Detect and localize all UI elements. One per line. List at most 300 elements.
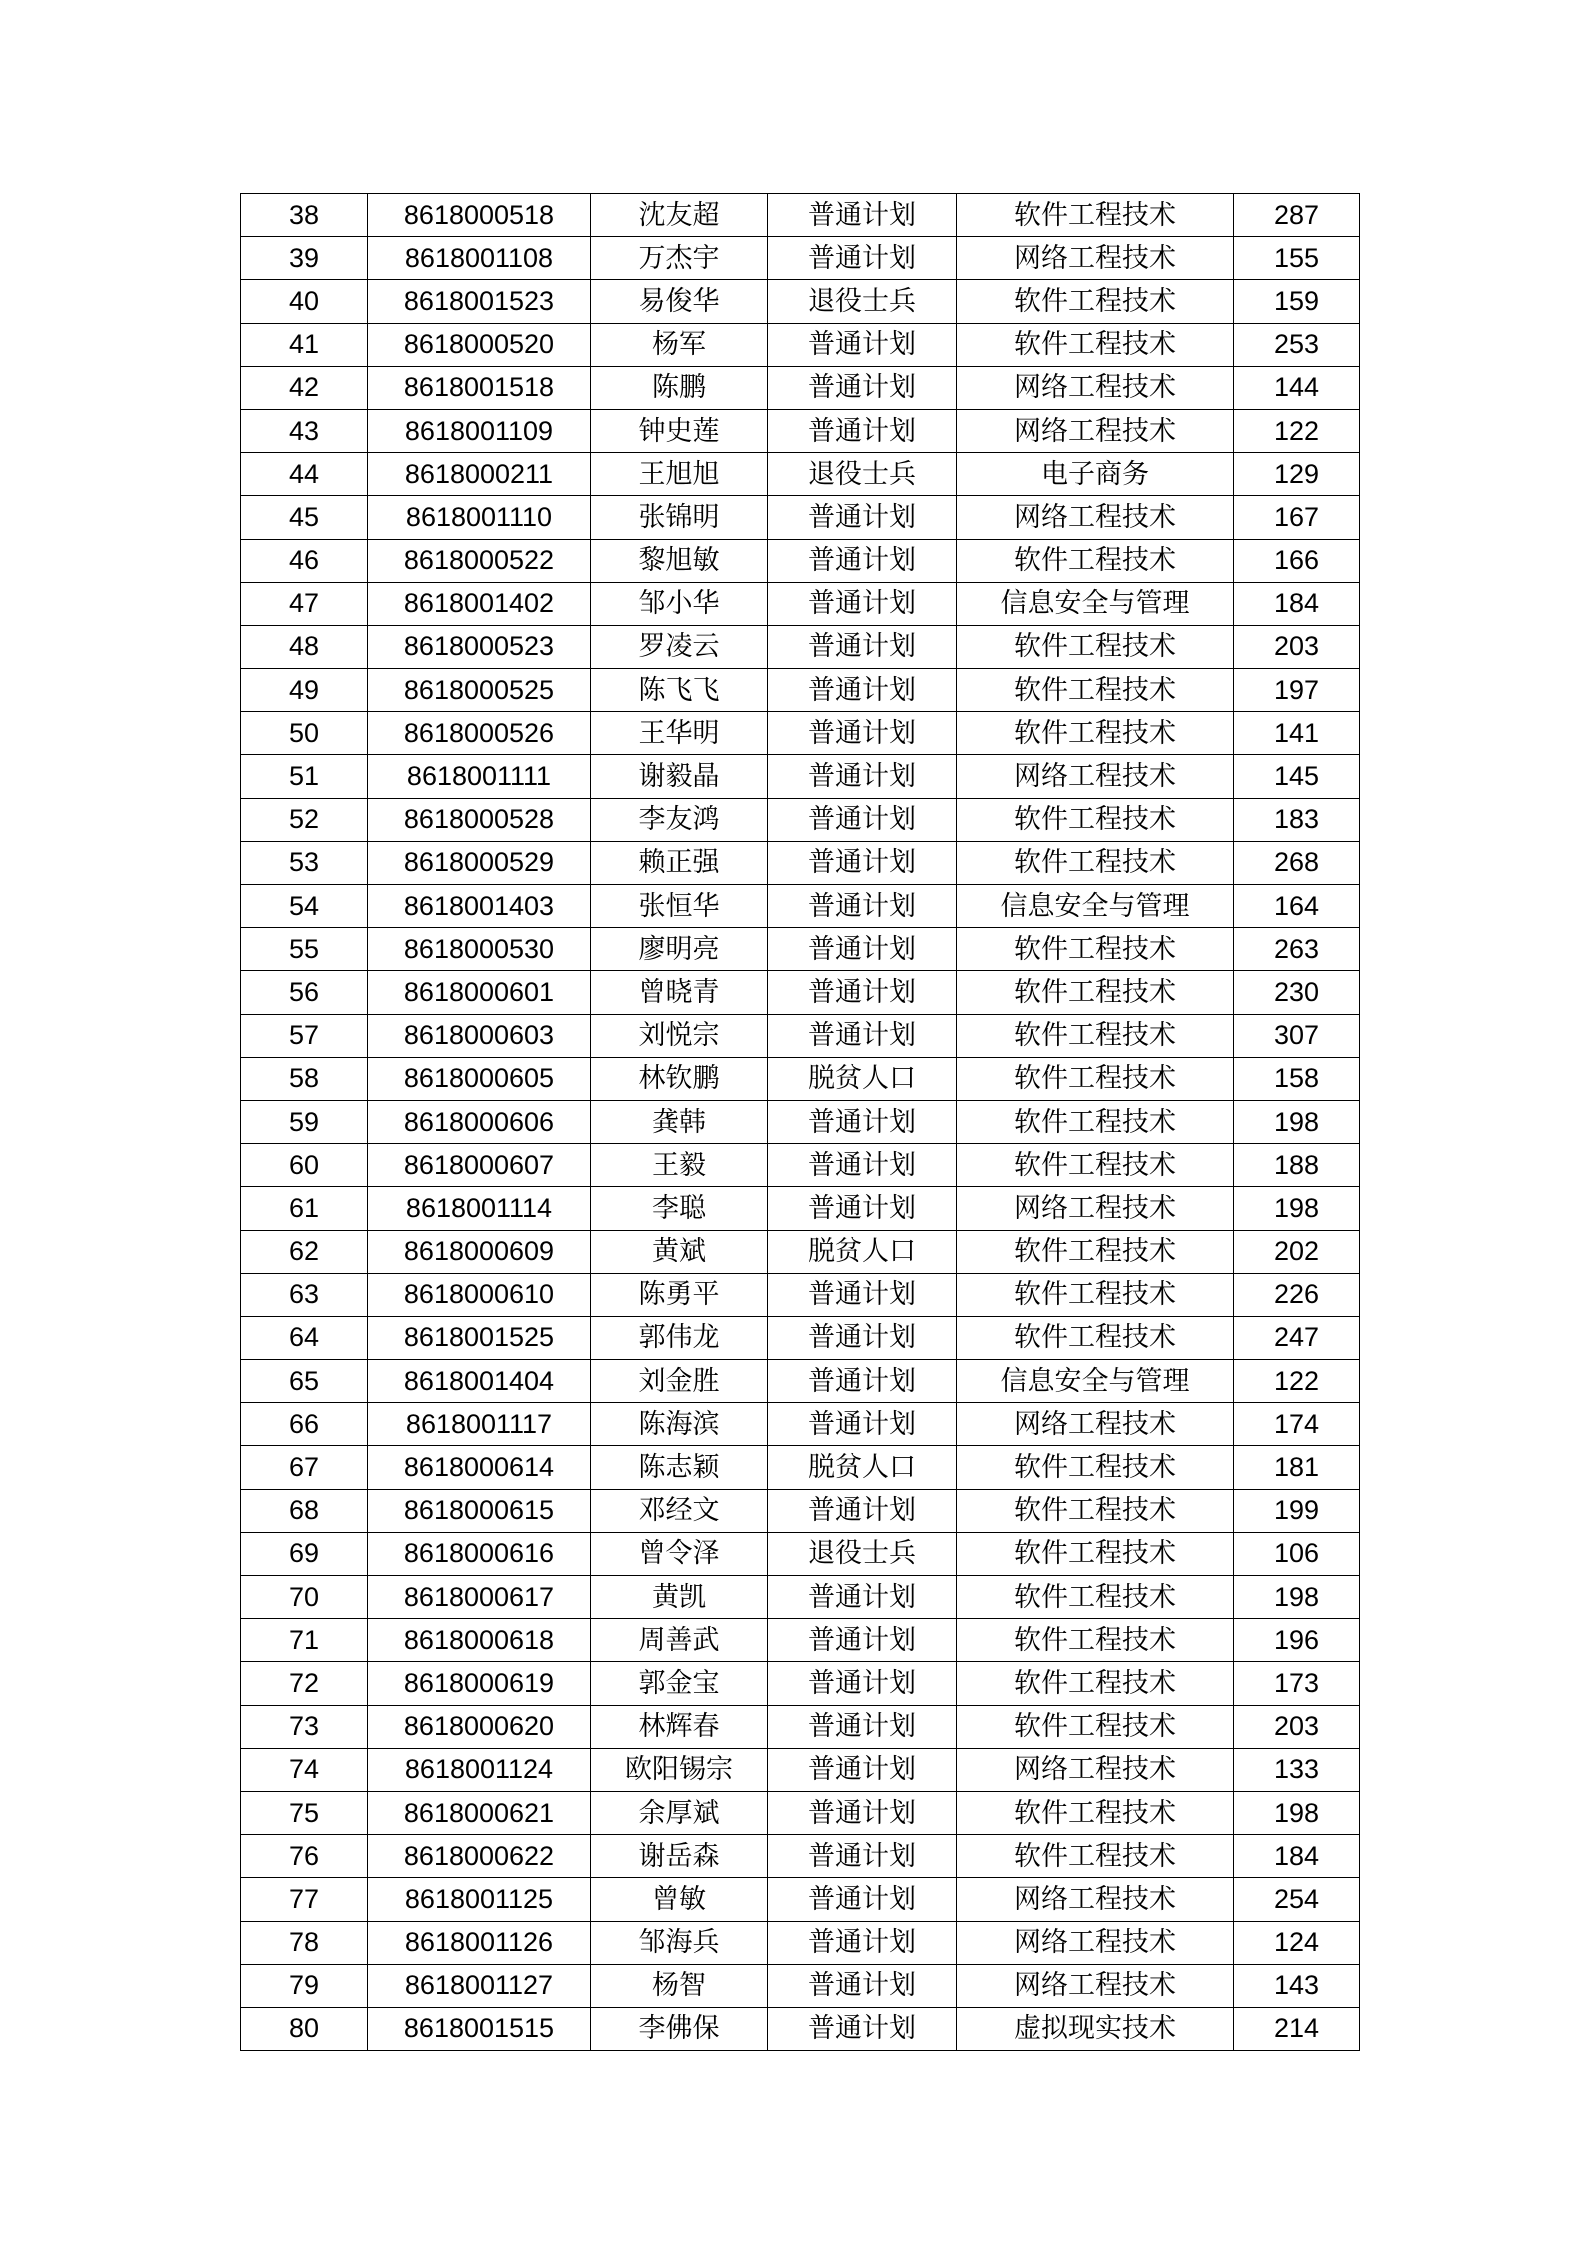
exam-id-cell: 8618001515 [368,2007,591,2050]
row-number-cell: 77 [241,1878,368,1921]
name-cell: 陈鹏 [591,366,768,409]
plan-type-cell: 普通计划 [768,1187,957,1230]
row-number-cell: 58 [241,1057,368,1100]
name-cell: 邹海兵 [591,1921,768,1964]
major-cell: 软件工程技术 [957,194,1234,237]
exam-id-cell: 8618000617 [368,1576,591,1619]
exam-id-cell: 8618000620 [368,1705,591,1748]
table-row [241,1144,1360,1187]
table-row [241,1705,1360,1748]
major-cell: 网络工程技术 [957,237,1234,280]
exam-id-cell: 8618000619 [368,1662,591,1705]
exam-id-cell: 8618000211 [368,453,591,496]
name-cell: 陈勇平 [591,1273,768,1316]
major-cell: 软件工程技术 [957,280,1234,323]
plan-type-cell: 普通计划 [768,885,957,928]
row-number-cell: 40 [241,280,368,323]
major-cell: 网络工程技术 [957,1748,1234,1791]
name-cell: 欧阳锡宗 [591,1748,768,1791]
row-number-cell: 54 [241,885,368,928]
plan-type-cell: 普通计划 [768,971,957,1014]
plan-type-cell: 普通计划 [768,1964,957,2007]
name-cell: 黄凯 [591,1576,768,1619]
major-cell: 软件工程技术 [957,1489,1234,1532]
table-row [241,1878,1360,1921]
score-cell: 196 [1234,1619,1360,1662]
major-cell: 软件工程技术 [957,323,1234,366]
exam-id-cell: 8618000615 [368,1489,591,1532]
table-row [241,625,1360,668]
plan-type-cell: 普通计划 [768,928,957,971]
name-cell: 邹小华 [591,582,768,625]
score-cell: 164 [1234,885,1360,928]
score-cell: 198 [1234,1100,1360,1143]
row-number-cell: 45 [241,496,368,539]
row-number-cell: 67 [241,1446,368,1489]
plan-type-cell: 普通计划 [768,755,957,798]
table-row [241,1791,1360,1834]
row-number-cell: 47 [241,582,368,625]
row-number-cell: 79 [241,1964,368,2007]
plan-type-cell: 普通计划 [768,1014,957,1057]
row-number-cell: 43 [241,409,368,452]
name-cell: 廖明亮 [591,928,768,971]
row-number-cell: 70 [241,1576,368,1619]
name-cell: 黄斌 [591,1230,768,1273]
row-number-cell: 68 [241,1489,368,1532]
plan-type-cell: 普通计划 [768,712,957,755]
name-cell: 赖正强 [591,841,768,884]
exam-id-cell: 8618000605 [368,1057,591,1100]
plan-type-cell: 普通计划 [768,194,957,237]
row-number-cell: 74 [241,1748,368,1791]
row-number-cell: 65 [241,1360,368,1403]
name-cell: 杨军 [591,323,768,366]
score-cell: 226 [1234,1273,1360,1316]
major-cell: 软件工程技术 [957,1576,1234,1619]
admission-list-table [240,193,1360,2051]
exam-id-cell: 8618001111 [368,755,591,798]
plan-type-cell: 普通计划 [768,1705,957,1748]
table-row [241,453,1360,496]
major-cell: 软件工程技术 [957,1316,1234,1359]
name-cell: 林辉春 [591,1705,768,1748]
row-number-cell: 71 [241,1619,368,1662]
plan-type-cell: 普通计划 [768,539,957,582]
name-cell: 周善武 [591,1619,768,1662]
table-row [241,1748,1360,1791]
row-number-cell: 73 [241,1705,368,1748]
major-cell: 软件工程技术 [957,1446,1234,1489]
row-number-cell: 76 [241,1835,368,1878]
score-cell: 253 [1234,323,1360,366]
major-cell: 软件工程技术 [957,669,1234,712]
major-cell: 软件工程技术 [957,1144,1234,1187]
row-number-cell: 51 [241,755,368,798]
score-cell: 167 [1234,496,1360,539]
exam-id-cell: 8618001523 [368,280,591,323]
score-cell: 159 [1234,280,1360,323]
name-cell: 李聪 [591,1187,768,1230]
major-cell: 电子商务 [957,453,1234,496]
row-number-cell: 49 [241,669,368,712]
exam-id-cell: 8618000621 [368,1791,591,1834]
name-cell: 龚韩 [591,1100,768,1143]
plan-type-cell: 普通计划 [768,496,957,539]
score-cell: 184 [1234,1835,1360,1878]
name-cell: 曾敏 [591,1878,768,1921]
name-cell: 陈志颖 [591,1446,768,1489]
score-cell: 106 [1234,1532,1360,1575]
score-cell: 124 [1234,1921,1360,1964]
table-row [241,1273,1360,1316]
plan-type-cell: 普通计划 [768,1273,957,1316]
table-row [241,798,1360,841]
row-number-cell: 52 [241,798,368,841]
name-cell: 李佛保 [591,2007,768,2050]
table-row [241,1532,1360,1575]
major-cell: 虚拟现实技术 [957,2007,1234,2050]
plan-type-cell: 脱贫人口 [768,1230,957,1273]
plan-type-cell: 普通计划 [768,237,957,280]
exam-id-cell: 8618000614 [368,1446,591,1489]
exam-id-cell: 8618001525 [368,1316,591,1359]
major-cell: 软件工程技术 [957,1014,1234,1057]
exam-id-cell: 8618000607 [368,1144,591,1187]
exam-id-cell: 8618001114 [368,1187,591,1230]
major-cell: 软件工程技术 [957,1705,1234,1748]
plan-type-cell: 普通计划 [768,1360,957,1403]
row-number-cell: 78 [241,1921,368,1964]
score-cell: 145 [1234,755,1360,798]
plan-type-cell: 退役士兵 [768,280,957,323]
exam-id-cell: 8618000522 [368,539,591,582]
table-row [241,409,1360,452]
major-cell: 网络工程技术 [957,366,1234,409]
major-cell: 软件工程技术 [957,1835,1234,1878]
table-row [241,1014,1360,1057]
table-row [241,755,1360,798]
exam-id-cell: 8618000601 [368,971,591,1014]
exam-id-cell: 8618001110 [368,496,591,539]
major-cell: 软件工程技术 [957,1273,1234,1316]
row-number-cell: 60 [241,1144,368,1187]
plan-type-cell: 脱贫人口 [768,1057,957,1100]
major-cell: 软件工程技术 [957,1532,1234,1575]
row-number-cell: 41 [241,323,368,366]
row-number-cell: 39 [241,237,368,280]
score-cell: 268 [1234,841,1360,884]
major-cell: 信息安全与管理 [957,885,1234,928]
exam-id-cell: 8618001404 [368,1360,591,1403]
plan-type-cell: 普通计划 [768,798,957,841]
major-cell: 软件工程技术 [957,539,1234,582]
table-row [241,669,1360,712]
table-row [241,237,1360,280]
table-row [241,841,1360,884]
major-cell: 软件工程技术 [957,971,1234,1014]
table-row [241,539,1360,582]
table-row [241,1446,1360,1489]
table-row [241,885,1360,928]
row-number-cell: 69 [241,1532,368,1575]
name-cell: 王毅 [591,1144,768,1187]
table-row [241,1619,1360,1662]
row-number-cell: 62 [241,1230,368,1273]
exam-id-cell: 8618001127 [368,1964,591,2007]
plan-type-cell: 普通计划 [768,1619,957,1662]
name-cell: 郭金宝 [591,1662,768,1705]
exam-id-cell: 8618000603 [368,1014,591,1057]
row-number-cell: 63 [241,1273,368,1316]
exam-id-cell: 8618000523 [368,625,591,668]
plan-type-cell: 普通计划 [768,366,957,409]
major-cell: 软件工程技术 [957,798,1234,841]
major-cell: 软件工程技术 [957,712,1234,755]
name-cell: 谢岳森 [591,1835,768,1878]
exam-id-cell: 8618001117 [368,1403,591,1446]
score-cell: 198 [1234,1791,1360,1834]
score-cell: 198 [1234,1187,1360,1230]
table-row [241,1100,1360,1143]
exam-id-cell: 8618000520 [368,323,591,366]
table-row [241,1230,1360,1273]
score-cell: 254 [1234,1878,1360,1921]
row-number-cell: 57 [241,1014,368,1057]
score-cell: 155 [1234,237,1360,280]
major-cell: 软件工程技术 [957,1662,1234,1705]
score-cell: 247 [1234,1316,1360,1359]
score-cell: 214 [1234,2007,1360,2050]
major-cell: 软件工程技术 [957,625,1234,668]
table-row [241,1489,1360,1532]
major-cell: 网络工程技术 [957,496,1234,539]
major-cell: 软件工程技术 [957,1230,1234,1273]
plan-type-cell: 普通计划 [768,841,957,884]
score-cell: 122 [1234,1360,1360,1403]
row-number-cell: 50 [241,712,368,755]
score-cell: 174 [1234,1403,1360,1446]
row-number-cell: 59 [241,1100,368,1143]
exam-id-cell: 8618000518 [368,194,591,237]
exam-id-cell: 8618000609 [368,1230,591,1273]
exam-id-cell: 8618000606 [368,1100,591,1143]
score-cell: 122 [1234,409,1360,452]
row-number-cell: 64 [241,1316,368,1359]
name-cell: 沈友超 [591,194,768,237]
exam-id-cell: 8618001125 [368,1878,591,1921]
score-cell: 133 [1234,1748,1360,1791]
table-row [241,280,1360,323]
plan-type-cell: 普通计划 [768,1100,957,1143]
name-cell: 杨智 [591,1964,768,2007]
plan-type-cell: 脱贫人口 [768,1446,957,1489]
major-cell: 软件工程技术 [957,1057,1234,1100]
plan-type-cell: 普通计划 [768,1878,957,1921]
score-cell: 183 [1234,798,1360,841]
plan-type-cell: 普通计划 [768,1144,957,1187]
table-row [241,1316,1360,1359]
row-number-cell: 38 [241,194,368,237]
row-number-cell: 75 [241,1791,368,1834]
plan-type-cell: 普通计划 [768,2007,957,2050]
plan-type-cell: 普通计划 [768,1835,957,1878]
row-number-cell: 44 [241,453,368,496]
row-number-cell: 46 [241,539,368,582]
plan-type-cell: 退役士兵 [768,453,957,496]
exam-id-cell: 8618001124 [368,1748,591,1791]
score-cell: 230 [1234,971,1360,1014]
score-cell: 141 [1234,712,1360,755]
plan-type-cell: 普通计划 [768,1921,957,1964]
table-row [241,2007,1360,2050]
major-cell: 网络工程技术 [957,1403,1234,1446]
name-cell: 曾晓青 [591,971,768,1014]
score-cell: 203 [1234,1705,1360,1748]
plan-type-cell: 普通计划 [768,1791,957,1834]
exam-id-cell: 8618000530 [368,928,591,971]
row-number-cell: 55 [241,928,368,971]
score-cell: 188 [1234,1144,1360,1187]
row-number-cell: 66 [241,1403,368,1446]
table-row [241,1576,1360,1619]
name-cell: 万杰宇 [591,237,768,280]
major-cell: 网络工程技术 [957,755,1234,798]
score-cell: 184 [1234,582,1360,625]
score-cell: 197 [1234,669,1360,712]
name-cell: 陈海滨 [591,1403,768,1446]
exam-id-cell: 8618000616 [368,1532,591,1575]
score-cell: 203 [1234,625,1360,668]
table-row [241,1187,1360,1230]
row-number-cell: 48 [241,625,368,668]
name-cell: 李友鸿 [591,798,768,841]
name-cell: 刘金胜 [591,1360,768,1403]
score-cell: 129 [1234,453,1360,496]
name-cell: 陈飞飞 [591,669,768,712]
major-cell: 网络工程技术 [957,1921,1234,1964]
table-row [241,366,1360,409]
exam-id-cell: 8618000529 [368,841,591,884]
exam-id-cell: 8618001403 [368,885,591,928]
exam-id-cell: 8618001402 [368,582,591,625]
table-row [241,323,1360,366]
score-cell: 263 [1234,928,1360,971]
table-row [241,1403,1360,1446]
plan-type-cell: 普通计划 [768,1316,957,1359]
name-cell: 易俊华 [591,280,768,323]
name-cell: 谢毅晶 [591,755,768,798]
row-number-cell: 80 [241,2007,368,2050]
name-cell: 王华明 [591,712,768,755]
row-number-cell: 56 [241,971,368,1014]
score-cell: 143 [1234,1964,1360,2007]
name-cell: 郭伟龙 [591,1316,768,1359]
table-row [241,1662,1360,1705]
name-cell: 林钦鹏 [591,1057,768,1100]
name-cell: 罗凌云 [591,625,768,668]
major-cell: 网络工程技术 [957,409,1234,452]
exam-id-cell: 8618001108 [368,237,591,280]
exam-id-cell: 8618000528 [368,798,591,841]
plan-type-cell: 普通计划 [768,409,957,452]
major-cell: 软件工程技术 [957,841,1234,884]
plan-type-cell: 普通计划 [768,669,957,712]
plan-type-cell: 普通计划 [768,323,957,366]
plan-type-cell: 普通计划 [768,1662,957,1705]
score-cell: 173 [1234,1662,1360,1705]
name-cell: 张恒华 [591,885,768,928]
plan-type-cell: 普通计划 [768,1489,957,1532]
score-cell: 199 [1234,1489,1360,1532]
score-cell: 287 [1234,194,1360,237]
name-cell: 张锦明 [591,496,768,539]
major-cell: 信息安全与管理 [957,1360,1234,1403]
plan-type-cell: 普通计划 [768,1403,957,1446]
row-number-cell: 42 [241,366,368,409]
score-cell: 166 [1234,539,1360,582]
plan-type-cell: 普通计划 [768,1576,957,1619]
table-row [241,496,1360,539]
table-row [241,712,1360,755]
exam-id-cell: 8618000610 [368,1273,591,1316]
score-cell: 202 [1234,1230,1360,1273]
name-cell: 黎旭敏 [591,539,768,582]
table-row [241,1921,1360,1964]
plan-type-cell: 普通计划 [768,1748,957,1791]
major-cell: 软件工程技术 [957,928,1234,971]
table-row [241,582,1360,625]
major-cell: 网络工程技术 [957,1964,1234,2007]
name-cell: 曾令泽 [591,1532,768,1575]
major-cell: 网络工程技术 [957,1187,1234,1230]
plan-type-cell: 普通计划 [768,582,957,625]
exam-id-cell: 8618001518 [368,366,591,409]
name-cell: 邓经文 [591,1489,768,1532]
exam-id-cell: 8618001126 [368,1921,591,1964]
plan-type-cell: 普通计划 [768,625,957,668]
score-cell: 307 [1234,1014,1360,1057]
table-row [241,1057,1360,1100]
table-row [241,1964,1360,2007]
name-cell: 余厚斌 [591,1791,768,1834]
major-cell: 网络工程技术 [957,1878,1234,1921]
name-cell: 钟史莲 [591,409,768,452]
exam-id-cell: 8618000622 [368,1835,591,1878]
major-cell: 软件工程技术 [957,1791,1234,1834]
score-cell: 198 [1234,1576,1360,1619]
exam-id-cell: 8618001109 [368,409,591,452]
exam-id-cell: 8618000525 [368,669,591,712]
major-cell: 软件工程技术 [957,1100,1234,1143]
row-number-cell: 72 [241,1662,368,1705]
major-cell: 软件工程技术 [957,1619,1234,1662]
table-row [241,1360,1360,1403]
table-row [241,971,1360,1014]
table-row [241,928,1360,971]
score-cell: 181 [1234,1446,1360,1489]
row-number-cell: 61 [241,1187,368,1230]
table-row [241,194,1360,237]
table-body [241,194,1360,2051]
name-cell: 刘悦宗 [591,1014,768,1057]
row-number-cell: 53 [241,841,368,884]
score-cell: 144 [1234,366,1360,409]
score-cell: 158 [1234,1057,1360,1100]
name-cell: 王旭旭 [591,453,768,496]
table-row [241,1835,1360,1878]
plan-type-cell: 退役士兵 [768,1532,957,1575]
